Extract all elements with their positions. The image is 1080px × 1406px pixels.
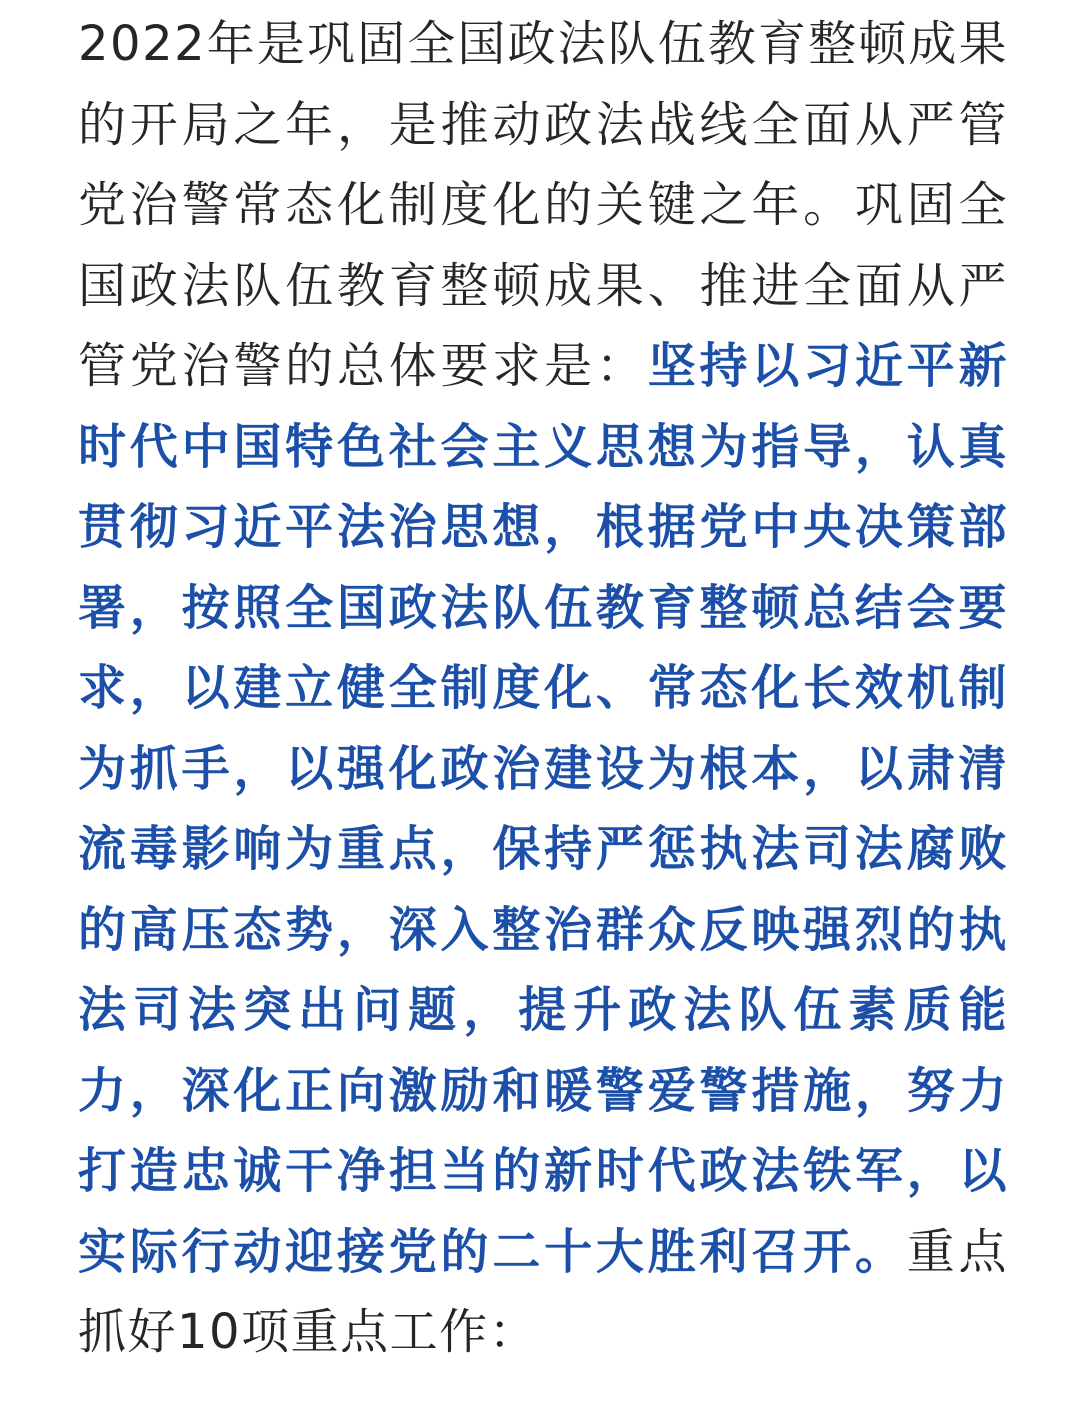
emphasis-text: 坚持以习近平新时代中国特色社会主义思想为指导，认真贯彻习近平法治思想，根据党中央决策部署，按照全国政法队伍教育整顿总结会要求，以建立健全制度化、常态化长效机制为抓手，以强化政治建设为根本，以肃清流毒影响为重点，保持严惩执法司法腐败的高压态势，深入整治群众反映强烈的执法司法突出问题，提升政法队伍素质能力，深化正向激励和暖警爱警措施，努力打造忠诚干净担当的新时代政法铁军，以实际行动迎接党的二十大胜利召开。 (78, 338, 1008, 1280)
outro-text: 重点抓好10项重点工作： (78, 1223, 1008, 1360)
intro-text: 2022年是巩固全国政法队伍教育整顿成果的开局之年，是推动政法战线全面从严管党治警常态化制度化的关键之年。巩固全国政法队伍教育整顿成果、推进全面从严管党治警的总体要求是： (78, 16, 1008, 394)
article-paragraph (78, 0, 1008, 1373)
article-body (78, 0, 1008, 1373)
